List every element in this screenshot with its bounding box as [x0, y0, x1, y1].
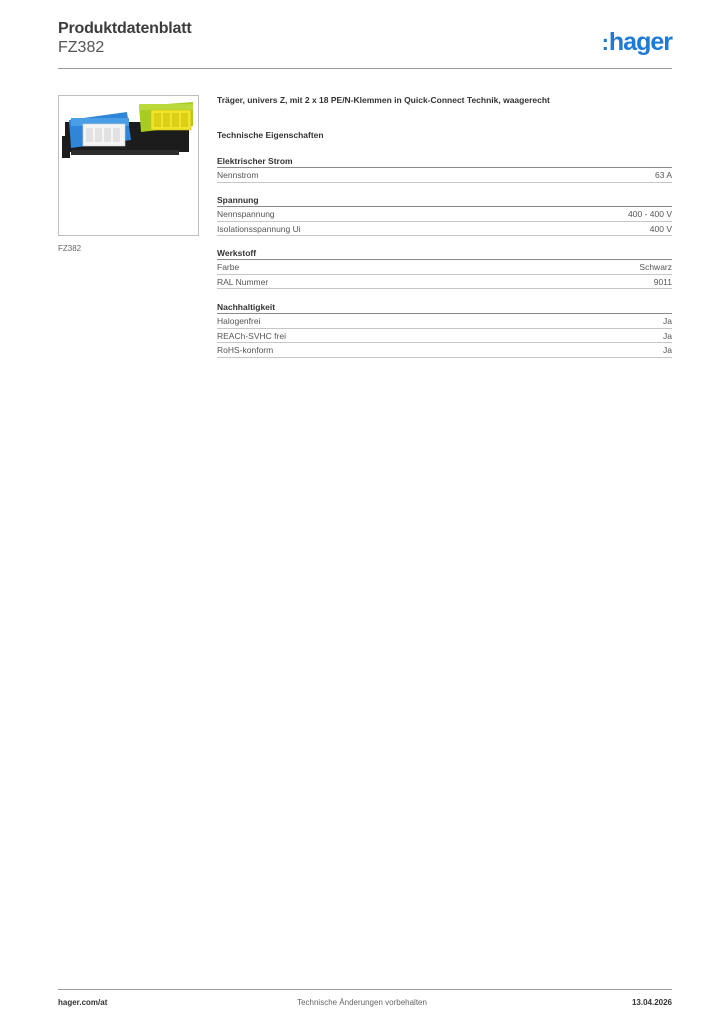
- logo-colon-mark: :: [601, 30, 608, 55]
- property-label: Farbe: [217, 262, 240, 272]
- document-subtitle: FZ382: [58, 39, 105, 56]
- document-date: 13.04.2026: [631, 998, 672, 1007]
- property-label: RAL Nummer: [217, 276, 269, 287]
- section-title: Elektrischer Strom: [217, 155, 672, 168]
- section-title: Spannung: [217, 194, 672, 207]
- table-row: [217, 314, 672, 329]
- product-description: Träger, univers Z, mit 2 x 18 PE/N-Klemmen in Quick-Connect Technik, waagerecht: [217, 95, 550, 105]
- table-row: [217, 222, 672, 237]
- table-row: [217, 343, 672, 358]
- section-elektrischer-strom: [217, 155, 672, 183]
- property-value: 63 A: [654, 170, 672, 180]
- disclaimer-text: Technische Änderungen vorbehalten: [297, 998, 427, 1007]
- property-value: 9011: [653, 276, 672, 287]
- section-nachhaltigkeit: [217, 301, 672, 358]
- property-value: 400 - 400 V: [628, 209, 672, 219]
- property-label: RoHS-konform: [217, 345, 274, 355]
- page-header: [58, 20, 672, 68]
- image-caption: FZ382: [58, 244, 82, 253]
- property-label: Nennstrom: [217, 170, 259, 180]
- logo-text: hager: [608, 28, 672, 56]
- table-row: [217, 168, 672, 183]
- property-value: Ja: [663, 316, 672, 326]
- header-divider: [58, 68, 672, 69]
- table-row: [217, 275, 672, 290]
- property-label: Isolationsspannung Ui: [217, 223, 301, 234]
- section-werkstoff: [217, 247, 672, 289]
- product-illustration: [59, 96, 198, 235]
- website-link[interactable]: hager.com/at: [58, 998, 108, 1007]
- property-label: Nennspannung: [217, 209, 275, 219]
- property-value: Schwarz: [639, 262, 672, 272]
- property-value: 400 V: [649, 223, 672, 234]
- section-title: Werkstoff: [217, 247, 672, 260]
- table-row: [217, 207, 672, 222]
- section-title: Nachhaltigkeit: [217, 301, 672, 314]
- property-label: Halogenfrei: [217, 316, 261, 326]
- technical-properties-heading: Technische Eigenschaften: [217, 130, 324, 140]
- document-title: Produktdatenblatt: [58, 20, 192, 37]
- product-image: [58, 95, 199, 236]
- property-value: Ja: [663, 330, 672, 341]
- footer-divider: [58, 989, 672, 990]
- hager-logo: [602, 28, 672, 57]
- section-spannung: [217, 194, 672, 236]
- table-row: [217, 329, 672, 344]
- property-value: Ja: [663, 345, 672, 355]
- property-label: REACh-SVHC frei: [217, 330, 286, 341]
- table-row: [217, 260, 672, 275]
